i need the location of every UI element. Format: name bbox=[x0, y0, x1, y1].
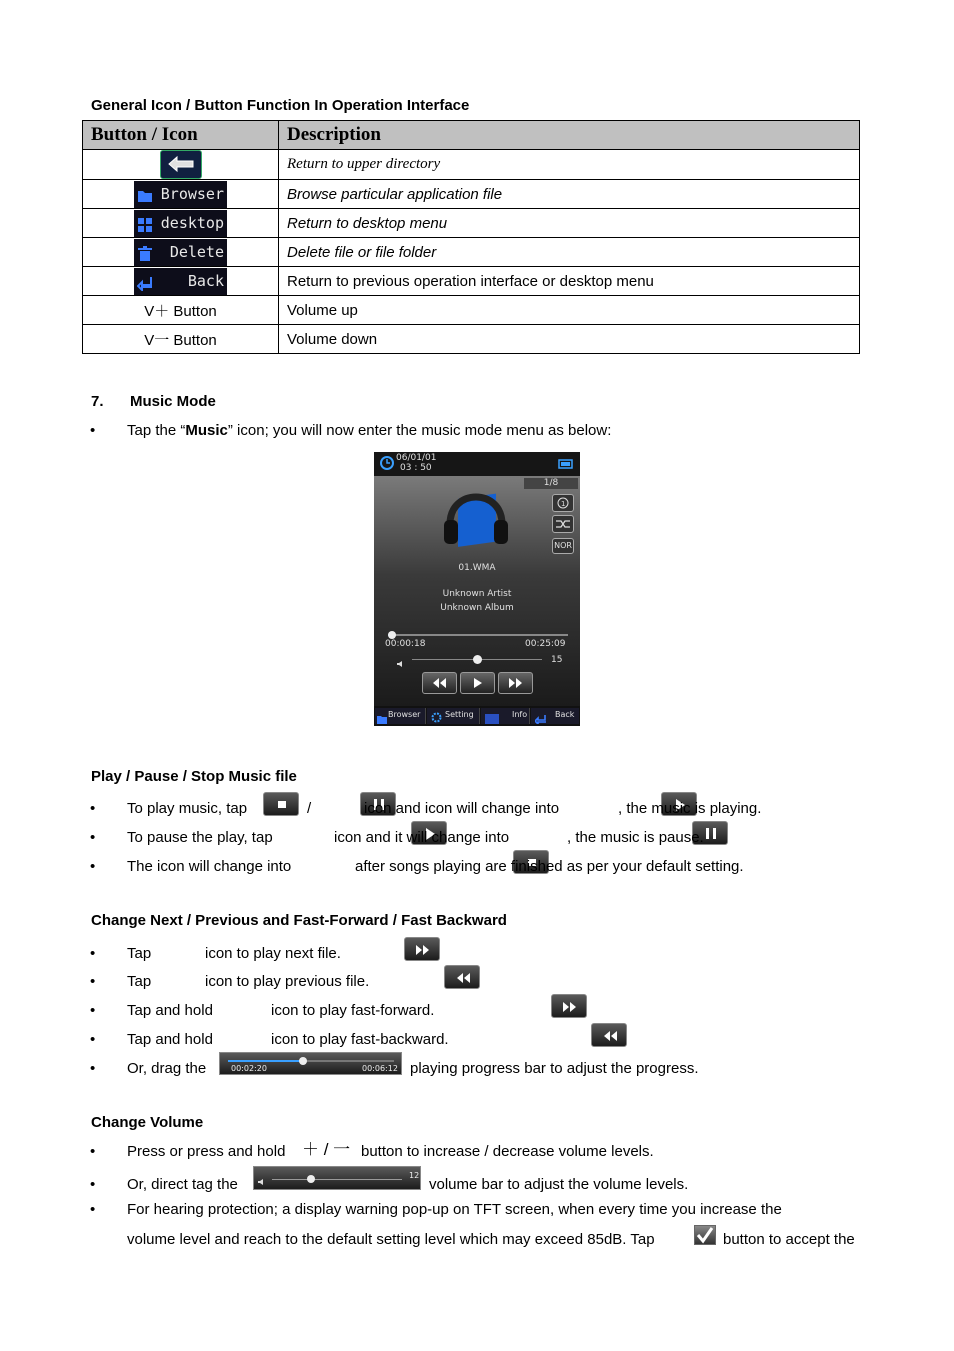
stop-icon bbox=[263, 792, 299, 816]
volume-handle bbox=[307, 1175, 315, 1183]
table-cell bbox=[83, 150, 279, 180]
bullet-text: button to accept the bbox=[723, 1231, 855, 1248]
table-header-cell: Description bbox=[279, 121, 860, 150]
fast-forward-icon bbox=[404, 937, 440, 961]
speaker-icon bbox=[396, 655, 405, 673]
browser-button-sample bbox=[134, 181, 227, 208]
track-index: 1/8 bbox=[524, 478, 578, 489]
return-icon bbox=[137, 273, 153, 289]
volume-bar[interactable] bbox=[412, 659, 542, 660]
table-cell: V＋ Button bbox=[83, 296, 279, 325]
desktop-label: desktop bbox=[160, 213, 224, 232]
bullet-text: , the music is playing. bbox=[618, 800, 762, 817]
volume-handle[interactable] bbox=[473, 655, 482, 664]
checkmark-icon bbox=[694, 1225, 716, 1245]
bullet-text: icon to play next file. bbox=[205, 945, 341, 962]
clock-icon bbox=[380, 456, 394, 475]
bullet-text: icon and icon will change into bbox=[364, 800, 560, 817]
svg-text:1: 1 bbox=[561, 500, 566, 508]
bullet-text: after songs playing are finished as per your default setting. bbox=[355, 858, 744, 875]
play-icon bbox=[461, 673, 494, 693]
bullet-text: icon to play fast-backward. bbox=[271, 1031, 449, 1048]
status-time: 03 : 50 bbox=[400, 463, 432, 473]
music-player-screenshot bbox=[374, 452, 580, 726]
bullet-text: The icon will change into bbox=[127, 858, 292, 875]
browser-label: Browser bbox=[160, 184, 224, 203]
bullet-text: For hearing protection; a display warning pop-up on TFT screen, when every time you increase the bbox=[127, 1201, 782, 1218]
bullet-text: playing progress bar to adjust the progress. bbox=[410, 1060, 699, 1077]
table-row bbox=[83, 325, 860, 354]
folder-icon bbox=[137, 186, 153, 202]
status-date: 06/01/01 bbox=[396, 453, 437, 463]
gear-icon bbox=[431, 710, 442, 726]
song-filename: 01.WMA bbox=[458, 563, 496, 573]
song-artist: Unknown Artist bbox=[442, 589, 512, 599]
info-tab-button[interactable] bbox=[481, 708, 530, 724]
progress-track bbox=[228, 1060, 394, 1062]
desktop-button-sample bbox=[134, 210, 227, 237]
bullet-text: volume bar to adjust the volume levels. bbox=[429, 1176, 689, 1193]
back-button-sample bbox=[134, 268, 227, 295]
section-heading-change: Change Next / Previous and Fast-Forward / Fast Backward bbox=[91, 912, 507, 929]
bullet-text: To play music, tap bbox=[127, 800, 248, 817]
section-heading-general: General Icon / Button Function In Operation Interface bbox=[91, 97, 470, 114]
bullet: • bbox=[90, 829, 96, 846]
bullet: • bbox=[90, 422, 96, 439]
section-heading-play: Play / Pause / Stop Music file bbox=[91, 768, 297, 785]
bullet: • bbox=[90, 1176, 96, 1193]
progress-total: 00:06:12 bbox=[362, 1064, 398, 1073]
setting-tab-label: Setting bbox=[445, 710, 474, 719]
back-label: Back bbox=[187, 271, 224, 290]
headphones-album-art-icon bbox=[436, 480, 516, 565]
back-tab-label: Back bbox=[555, 710, 575, 719]
delete-button-sample bbox=[134, 239, 227, 266]
text: Tap the “ bbox=[127, 422, 186, 439]
rewind-icon bbox=[591, 1023, 627, 1047]
bullet-text: Press or press and hold bbox=[127, 1143, 286, 1160]
speaker-icon bbox=[257, 1173, 266, 1191]
progress-elapsed: 00:02:20 bbox=[231, 1064, 267, 1073]
bullet-text: Tap and hold bbox=[127, 1002, 213, 1019]
volume-value: 15 bbox=[551, 655, 563, 665]
fast-forward-icon bbox=[551, 994, 587, 1018]
table-cell: Delete file or file folder bbox=[279, 238, 860, 267]
table-cell bbox=[83, 267, 279, 296]
table-row bbox=[83, 209, 860, 238]
bullet-text: / bbox=[307, 800, 312, 817]
table-cell: Volume down bbox=[279, 325, 860, 354]
bullet-text: Tap and hold bbox=[127, 1031, 213, 1048]
text: ” icon; you will now enter the music mode menu as below: bbox=[227, 422, 612, 439]
shuffle-icon bbox=[553, 516, 573, 532]
bullet-text: Tap bbox=[127, 945, 152, 962]
bullet: • bbox=[90, 1201, 96, 1218]
shuffle-button[interactable] bbox=[552, 515, 574, 533]
section-heading-volume: Change Volume bbox=[91, 1114, 204, 1131]
total-time: 00:25:09 bbox=[525, 639, 566, 649]
plus-minus-symbols: ＋ / 一 bbox=[302, 1140, 351, 1159]
bullet-text: , the music is pause. bbox=[567, 829, 704, 846]
progress-handle bbox=[299, 1057, 307, 1065]
volume-bar-sample bbox=[253, 1166, 421, 1190]
info-icon bbox=[485, 711, 499, 726]
text-bold: Music bbox=[185, 422, 228, 439]
bullet-text bbox=[127, 422, 611, 440]
table-header-row bbox=[83, 121, 860, 150]
bullet: • bbox=[90, 1002, 96, 1019]
table-cell: Return to upper directory bbox=[279, 150, 860, 180]
bullet-text: volume level and reach to the default setting level which may exceed 85dB. Tap bbox=[127, 1231, 655, 1248]
play-button[interactable] bbox=[460, 672, 495, 694]
table-row bbox=[83, 267, 860, 296]
setting-tab-button[interactable] bbox=[427, 708, 480, 724]
song-album: Unknown Album bbox=[440, 603, 514, 613]
bullet-text: Or, direct tag the bbox=[127, 1176, 238, 1193]
back-tab-button[interactable] bbox=[531, 708, 579, 724]
table-cell bbox=[83, 238, 279, 267]
previous-button[interactable] bbox=[422, 672, 457, 694]
browser-tab-button[interactable] bbox=[375, 708, 426, 724]
info-tab-label: Info bbox=[512, 710, 528, 719]
fast-forward-icon bbox=[499, 673, 532, 693]
table-cell: Return to previous operation interface or desktop menu bbox=[279, 267, 860, 296]
table-row bbox=[83, 238, 860, 267]
return-icon bbox=[535, 711, 546, 726]
bullet-text: icon to play previous file. bbox=[205, 973, 370, 990]
bullet-text: Tap bbox=[127, 973, 152, 990]
section-title: Music Mode bbox=[130, 393, 216, 410]
table-cell: V一 Button bbox=[83, 325, 279, 354]
rewind-icon bbox=[423, 673, 456, 693]
volume-bar-value: 12 bbox=[409, 1171, 420, 1180]
back-arrow-icon bbox=[160, 150, 202, 179]
bullet: • bbox=[90, 945, 96, 962]
table-row bbox=[83, 296, 860, 325]
repeat-one-icon bbox=[553, 495, 573, 511]
table-cell bbox=[83, 180, 279, 209]
bullet: • bbox=[90, 1060, 96, 1077]
next-button[interactable] bbox=[498, 672, 533, 694]
rewind-icon bbox=[444, 965, 480, 989]
trash-icon bbox=[137, 244, 153, 260]
bullet: • bbox=[90, 800, 96, 817]
table-cell: Return to desktop menu bbox=[279, 209, 860, 238]
bullet-text: icon and it will change into bbox=[334, 829, 510, 846]
eq-button[interactable]: NOR bbox=[552, 538, 574, 554]
bullet-text: To pause the play, tap bbox=[127, 829, 273, 846]
bullet-text: Or, drag the bbox=[127, 1060, 207, 1077]
bullet: • bbox=[90, 973, 96, 990]
volume-track bbox=[272, 1179, 402, 1180]
section-number: 7. bbox=[91, 393, 104, 410]
folder-icon bbox=[377, 711, 387, 726]
table-cell: Browse particular application file bbox=[279, 180, 860, 209]
table-row bbox=[83, 180, 860, 209]
table-row bbox=[83, 150, 860, 180]
bullet-text: button to increase / decrease volume levels. bbox=[361, 1143, 654, 1160]
bullet: • bbox=[90, 1143, 96, 1160]
battery-icon bbox=[558, 457, 574, 475]
function-table bbox=[82, 120, 860, 354]
bullet-text: icon to play fast-forward. bbox=[271, 1002, 435, 1019]
progress-handle[interactable] bbox=[388, 631, 396, 639]
delete-label: Delete bbox=[169, 242, 224, 261]
elapsed-time: 00:00:18 bbox=[385, 639, 426, 649]
table-cell: Volume up bbox=[279, 296, 860, 325]
bullet: • bbox=[90, 858, 96, 875]
progress-fill bbox=[228, 1060, 303, 1062]
browser-tab-label: Browser bbox=[388, 710, 421, 719]
table-cell bbox=[83, 209, 279, 238]
progress-bar[interactable] bbox=[388, 634, 568, 636]
progress-bar-sample bbox=[219, 1052, 402, 1075]
table-header-cell: Button / Icon bbox=[83, 121, 279, 150]
repeat-button[interactable] bbox=[552, 494, 574, 512]
bullet: • bbox=[90, 1031, 96, 1048]
grid-icon bbox=[137, 215, 153, 231]
